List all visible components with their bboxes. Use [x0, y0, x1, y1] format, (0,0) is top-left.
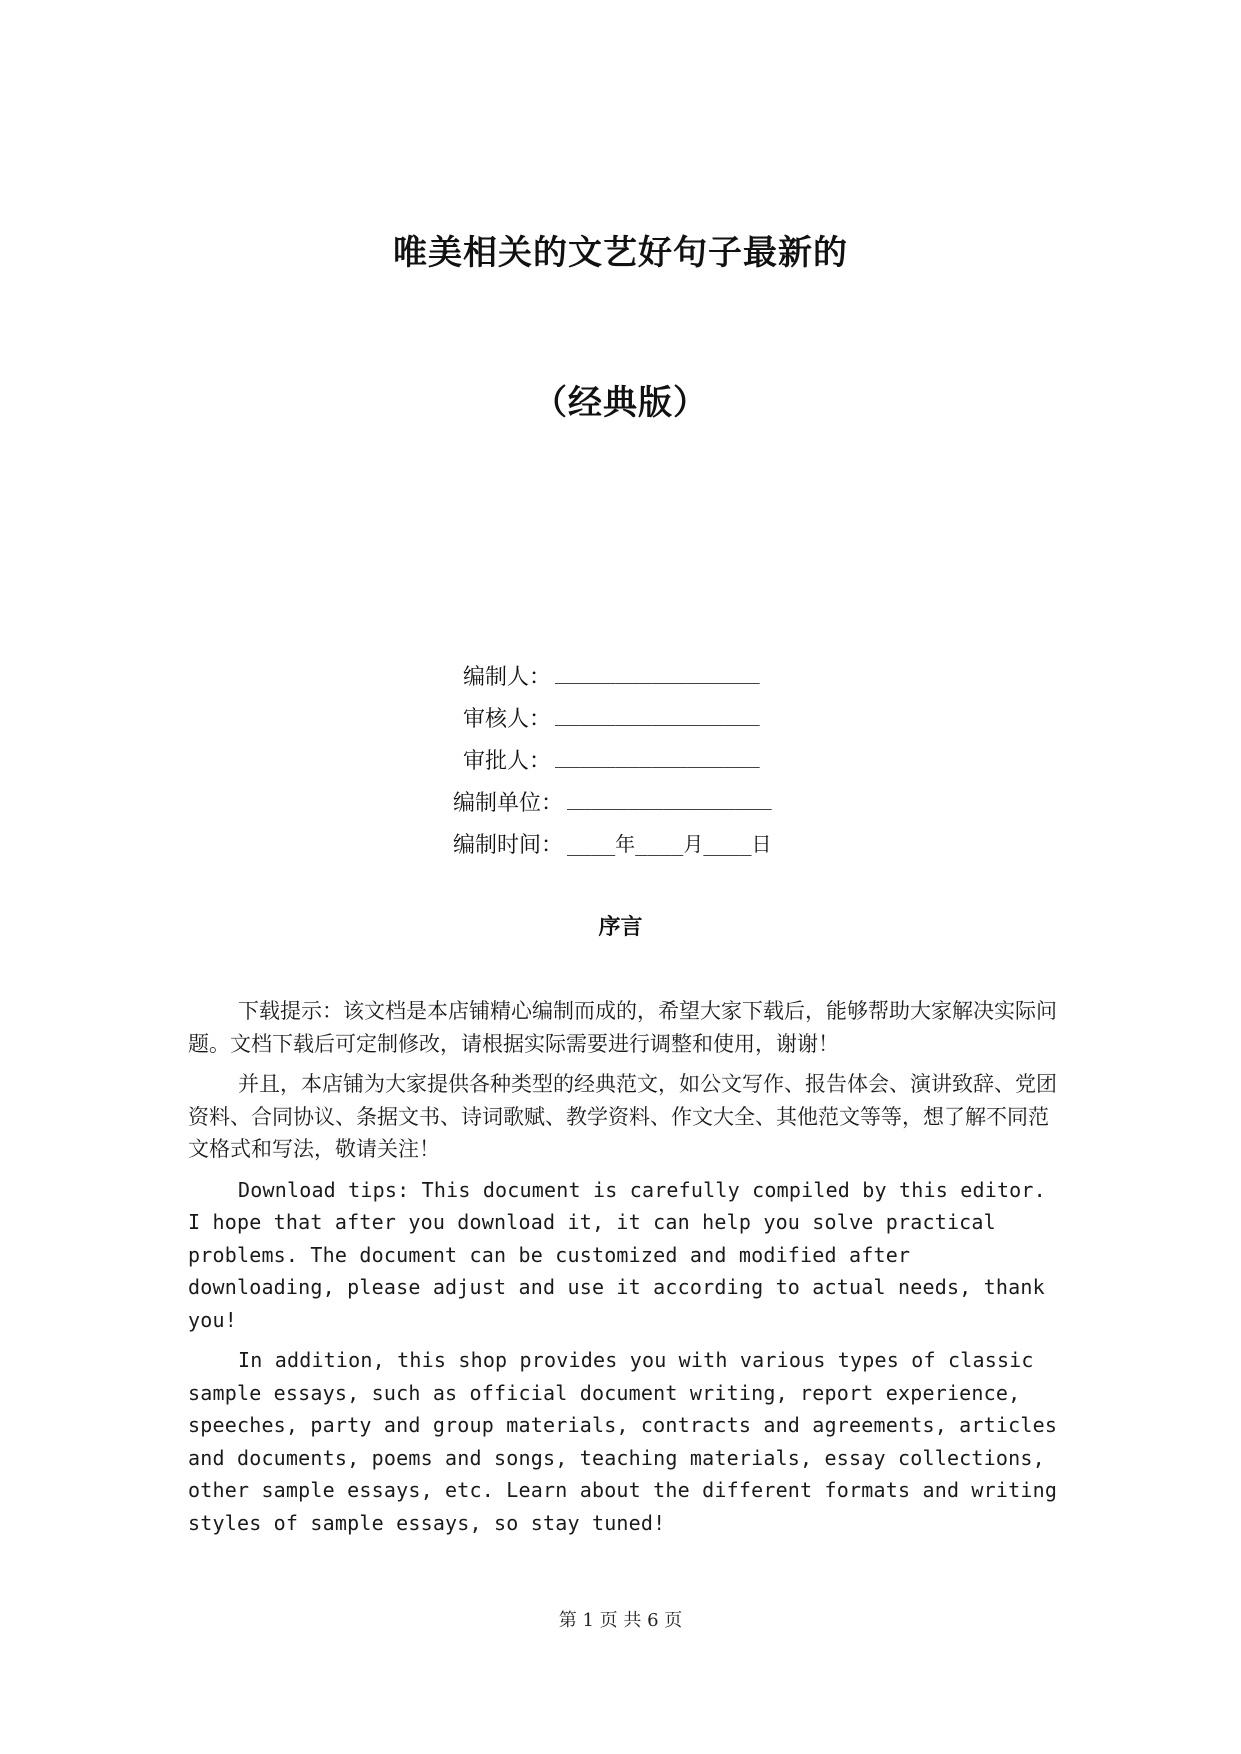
- paragraph: 并且，本店铺为大家提供各种类型的经典范文，如公文写作、报告体会、演讲致辞、党团资料、合同协议、条据文书、诗词歌赋、教学资料、作文大全、其他范文等等，想了解不同范文格式和写法，敬请关注！: [188, 1072, 1057, 1161]
- field-label: 编制人：: [462, 665, 551, 690]
- preface-heading: 序言: [598, 914, 643, 940]
- field-label: 编制时间：: [452, 833, 563, 858]
- preface-body: [188, 995, 1068, 1547]
- paragraph: 下载提示：该文档是本店铺精心编制而成的，希望大家下载后，能够帮助大家解决实际问题。文档下载后可定制修改，请根据实际需要进行调整和使用，谢谢！: [188, 999, 1057, 1056]
- field-blank: _________________: [555, 702, 760, 726]
- field-row-date: [0, 828, 1241, 862]
- page-number: 第 1 页 共 6 页: [558, 1610, 683, 1631]
- field-row-unit: [0, 786, 1241, 820]
- field-blank: _________________: [567, 786, 772, 810]
- field-label: 审核人：: [462, 707, 551, 732]
- field-label: 编制单位：: [452, 791, 563, 816]
- field-blank: ____年____月____日: [567, 832, 772, 856]
- paragraph: In addition, this shop provides you with various types of classic sample essays, such as official document writing, report experience, speeches, party and group materials, contracts and agreements, articles and documents, poems and songs, teaching materials, essay collections, other sample essays, etc. Learn about the different formats and writing styles of sample essays, so stay tuned!: [188, 1348, 1058, 1535]
- paragraph: Download tips: This document is carefully compiled by this editor. I hope that after you download it, it can help you solve practical problems. The document can be customized and modified after downloading, please adjust and use it according to actual needs, thank you!: [188, 1177, 1046, 1332]
- field-blank: _________________: [555, 660, 760, 684]
- document-title: 唯美相关的文艺好句子最新的: [393, 233, 848, 273]
- field-blank: _________________: [555, 744, 760, 768]
- field-row-approver: [0, 744, 1241, 778]
- field-row-reviewer: [0, 702, 1241, 736]
- document-subtitle: （经典版）: [533, 383, 708, 423]
- field-row-compiler: [0, 660, 1241, 694]
- field-label: 审批人：: [462, 749, 551, 774]
